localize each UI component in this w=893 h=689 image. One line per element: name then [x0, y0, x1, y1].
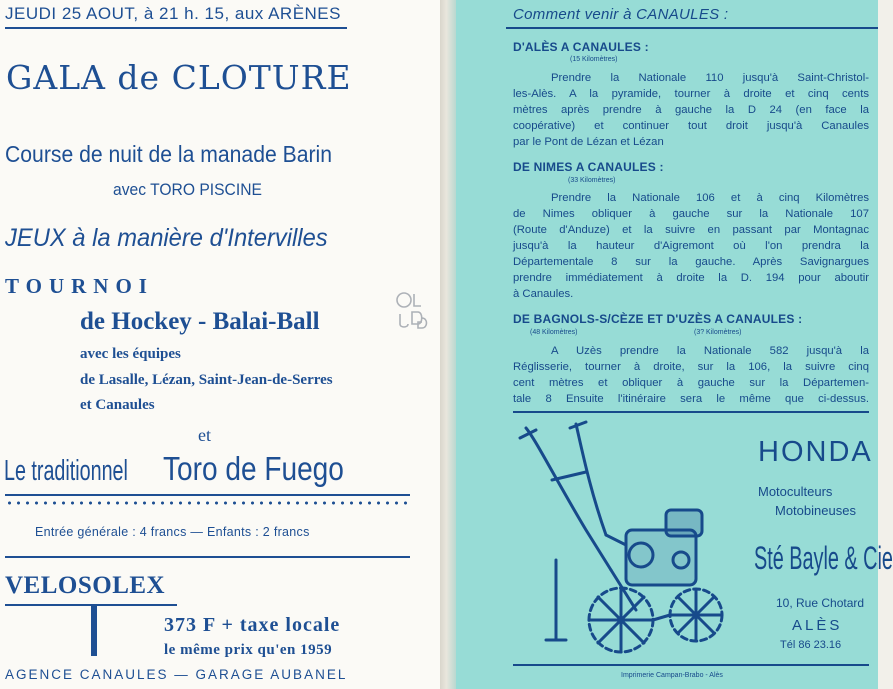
course-line: Course de nuit de la manade Barin: [5, 141, 333, 167]
section-distance-2: (3? Kilomètres): [694, 329, 742, 336]
text-line: jusqu'à la hauteur d'Aigremont où l'on prendra la: [513, 240, 869, 252]
velosolex-title: VELOSOLEX: [5, 572, 166, 599]
text-line: A Uzès prendre la Nationale 582 jusqu'à la: [551, 345, 869, 357]
jeux-line: JEUX à la manière d'Intervilles: [5, 224, 328, 252]
section-text: [513, 190, 869, 302]
dealer-phone: Tél 86 23.16: [780, 639, 842, 651]
section-heading: D'ALÈS A CANAULES :: [513, 40, 649, 54]
toro-name: Toro de Fuego: [163, 450, 344, 487]
text-line: de Nimes obliquer à gauche sur la Nationale 107: [513, 208, 869, 220]
hockey-line: de Hockey - Balai-Ball: [80, 308, 320, 335]
dealer-name: Sté Bayle & Cie: [754, 540, 893, 576]
velosolex-bar: [91, 604, 97, 656]
velosolex-price: 373 F + taxe locale: [164, 614, 341, 636]
text-line: Réglisserie, tourner à droite, sur la 106, la suivre cinq: [513, 361, 869, 373]
text-line: Départementale 8 sur la gauche. Après Savignargues: [513, 256, 869, 268]
product-line: Motobineuses: [775, 503, 856, 518]
entry-prices: Entrée générale : 4 francs — Enfants : 2 francs: [35, 525, 310, 539]
equipes-line: avec les équipes: [80, 346, 181, 362]
product-line: Motoculteurs: [758, 484, 833, 499]
section-heading: DE NIMES A CANAULES :: [513, 160, 664, 174]
collection-stamp-icon: [392, 288, 432, 332]
event-header: JEUDI 25 AOUT, à 21 h. 15, aux ARÈNES: [5, 4, 341, 23]
text-line: par le Pont de Lézan et Lézan: [513, 136, 664, 148]
toro-underline: [5, 494, 410, 496]
toro-prefix: Le traditionnel: [4, 455, 128, 487]
text-line: Prendre la Nationale 106 et à cinq Kilomètres: [551, 192, 869, 204]
text-line: à Canaules.: [513, 288, 574, 300]
text-line: coopérative) et continuer tout droit jusqu'à Canaules: [513, 120, 869, 132]
agence-line: AGENCE CANAULES — GARAGE AUBANEL: [5, 667, 348, 682]
section-text: [513, 343, 869, 407]
section-heading: DE BAGNOLS-S/CÈZE ET D'UZÈS A CANAULES :: [513, 312, 803, 326]
directions-title: Comment venir à CANAULES :: [513, 6, 729, 23]
section-distance: (48 Kilomètres): [530, 329, 578, 336]
text-line: mètres après prendre à gauche la D 24 (en face la: [513, 104, 869, 116]
left-page: [0, 0, 440, 689]
text-line: cent mètres et obliquer à gauche sur la Départemen-: [513, 377, 869, 389]
brand-name: HONDA: [758, 436, 873, 468]
toro-dotted-rule: [5, 500, 410, 506]
equipes-line: et Canaules: [80, 397, 155, 413]
text-line: Prendre la Nationale 110 jusqu'à Saint-Christol-: [551, 72, 869, 84]
section-divider: [5, 556, 410, 558]
text-line: tale 8 Ensuite l'itinéraire sera le même que ci-dessus.: [513, 393, 869, 405]
section-distance: (15 Kilomètres): [570, 56, 618, 63]
equipes-line: de Lasalle, Lézan, Saint-Jean-de-Serres: [80, 372, 333, 388]
section-distance: (33 Kilomètres): [568, 177, 616, 184]
text-line: les-Alès. A la pyramide, tourner à droite et cinq cents: [513, 88, 869, 100]
text-line: (Route d'Anduze) et la suivre en passant par Montagnac: [513, 224, 869, 236]
et-connector: et: [198, 425, 211, 445]
page-fold: [440, 0, 456, 689]
piscine-line: avec TORO PISCINE: [113, 180, 262, 199]
tiller-illustration-icon: [516, 420, 746, 658]
dealer-city: ALÈS: [792, 617, 843, 634]
gala-title: GALA de CLOTURE: [6, 58, 352, 97]
directions-underline: [506, 27, 878, 29]
printer-credit: Imprimerie Campan-Brabo - Alès: [621, 672, 723, 679]
tournoi-title: TOURNOI: [5, 274, 154, 298]
text-line: prendre immédiatement à droite la D. 194 pour aboutir: [513, 272, 869, 284]
header-rule: [5, 27, 347, 29]
right-page: [456, 0, 893, 689]
footer-rule: [513, 664, 869, 666]
ad-divider: [513, 411, 869, 413]
velosolex-note: le même prix qu'en 1959: [164, 642, 333, 658]
dealer-address: 10, Rue Chotard: [776, 596, 865, 610]
section-text: [513, 70, 869, 150]
